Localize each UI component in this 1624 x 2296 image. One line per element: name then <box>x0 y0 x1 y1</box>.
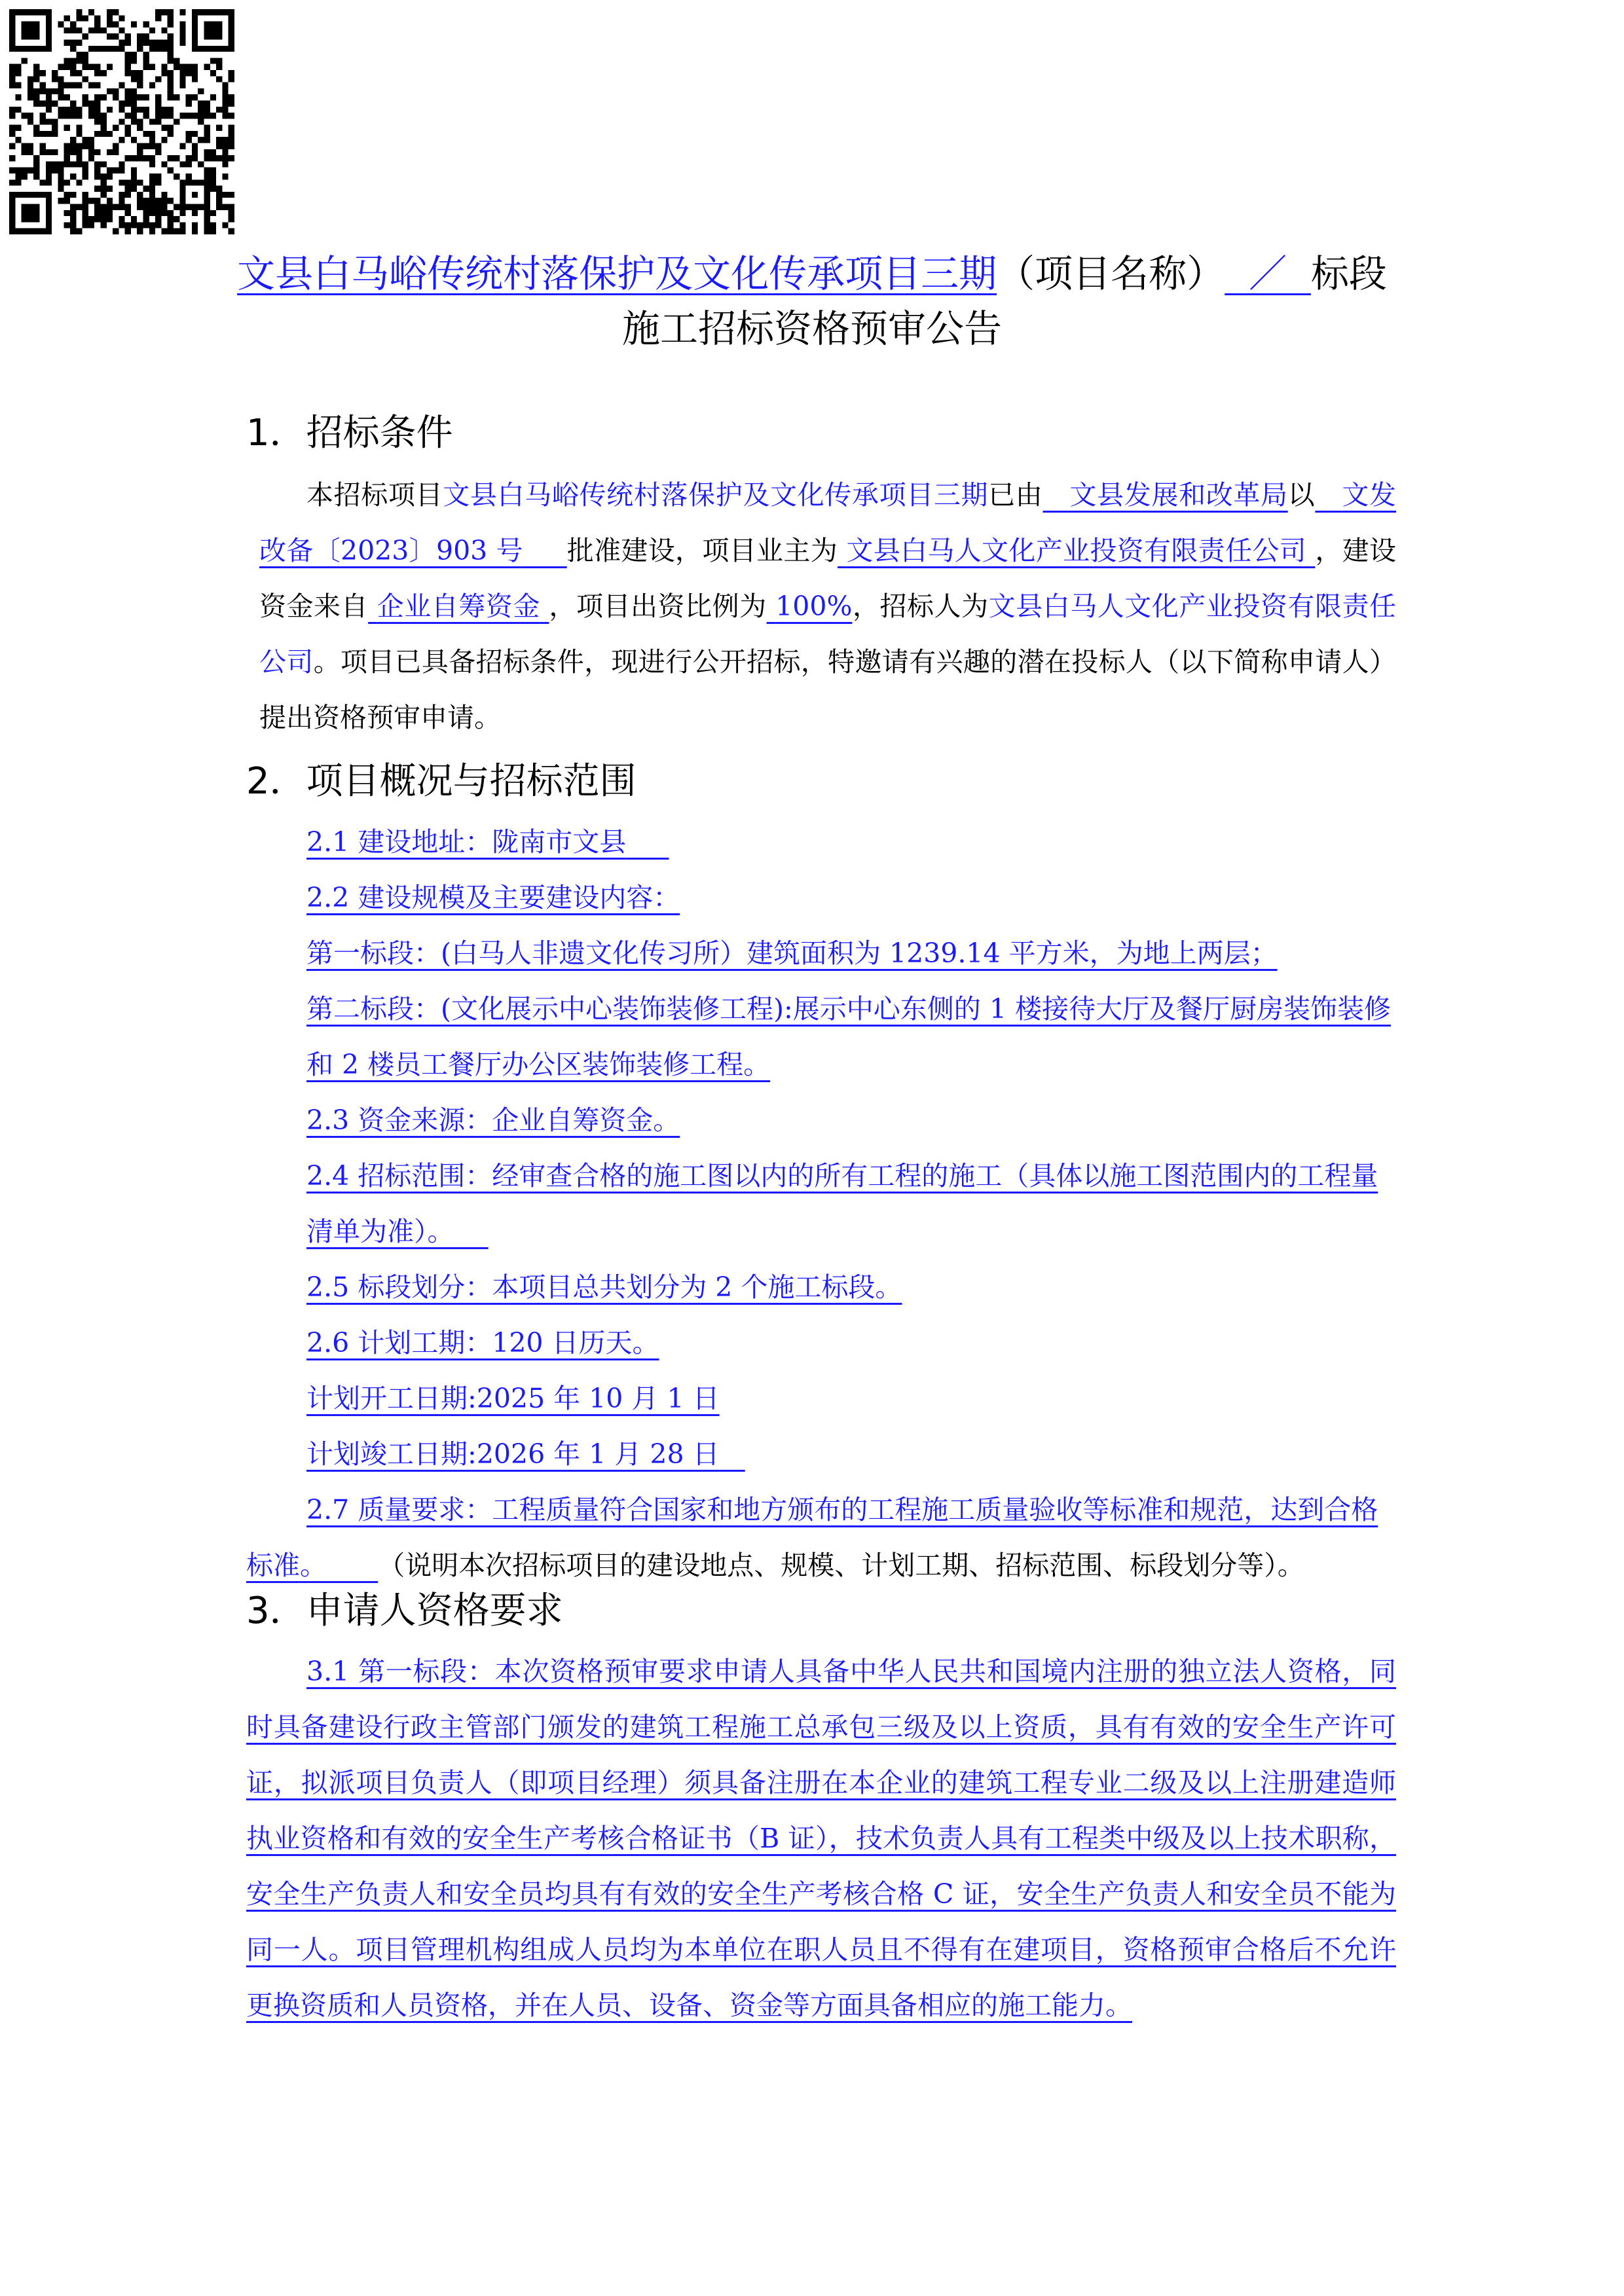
approver: 文县发展和改革局 <box>1069 479 1288 511</box>
start-date: 计划开工日期:2025 年 10 月 1 日 <box>306 1383 720 1414</box>
section1-paragraph: 本招标项目文县白马峪传统村落保护及文化传承项目三期已由 文县发展和改革局以 文发改备〔2023〕903 号 批准建设，项目业主为 文县白马人文化产业投资有限责任公司 ，建设资金来自 企业自筹资金 ，项目出资比例为 100%，招标人为文县白马人文化产业投资有限责任公司。项目已具备招标条件，现进行公开招标，特邀请有兴趣的潜在投标人（以下简称申请人）提出资格预审申请。 <box>259 479 1397 733</box>
section-suffix: 标段 <box>1310 251 1387 296</box>
line-2-6: 2.6 计划工期：120 日历天。 <box>306 1327 659 1358</box>
line-2-4: 2.4 招标范围：经审查合格的施工图以内的所有工程的施工（具体以施工图范围内的工程量清单为准）。 <box>306 1160 1378 1247</box>
end-date: 计划竣工日期:2026 年 1 月 28 日 <box>306 1438 720 1470</box>
line-section-1: 第一标段：(白马人非遗文化传习所）建筑面积为 1239.14 平方米，为地上两层； <box>306 938 1278 969</box>
section2-note: （说明本次招标项目的建设地点、规模、计划工期、招标范围、标段划分等）。 <box>378 1550 1304 1581</box>
line-2-7: 2.7 质量要求：工程质量符合国家和地方颁布的工程施工质量验收等标准和规范，达到合格标准。 <box>246 1494 1378 1581</box>
qualification-3-1: 3.1 第一标段：本次资格预审要求申请人具备中华人民共和国境内注册的独立法人资格，同时具备建设行政主管部门颁发的建筑工程施工总承包三级及以上资质，具有有效的安全生产许可证，拟派项目负责人（即项目经理）须具备注册在本企业的建筑工程专业二级及以上注册建造师执业资格和有效的安全生产考核合格证书（B 证），技术负责人具有工程类中级及以上技术职称，安全生产负责人和安全员均具有有效的安全生产考核合格 C 证，安全生产负责人和安全员不能为同一人。项目管理机构组成人员均为本单位在职人员且不得有在建项目，资格预审合格后不允许更换资质和人员资格，并在人员、设备、资金等方面具备相应的施工能力。 <box>246 1656 1396 2021</box>
section3-body <box>246 1644 1396 2033</box>
qr-code-icon <box>9 9 234 234</box>
section-value: ／ <box>1249 251 1287 296</box>
tenderer: 文县白马人文化产业投资有限责任公司 <box>259 591 1396 678</box>
funding-ratio: 100% <box>775 591 853 622</box>
fund-source: 企业自筹资金 <box>377 591 540 622</box>
owner: 文县白马人文化产业投资有限责任公司 <box>846 535 1306 566</box>
line-section-2: 第二标段：(文化展示中心装饰装修工程):展示中心东侧的 1 楼接待大厅及餐厅厨房装饰装修和 2 楼员工餐厅办公区装饰装修工程。 <box>306 993 1391 1080</box>
line-2-1: 2.1 建设地址：陇南市文县 <box>306 826 627 858</box>
document-subtitle: 施工招标资格预审公告 <box>621 306 1002 351</box>
project-name-inline: 文县白马峪传统村落保护及文化传承项目三期 <box>443 479 989 511</box>
section2-heading: 2．项目概况与招标范围 <box>246 760 637 803</box>
project-name-note: （项目名称） <box>997 251 1225 296</box>
project-name: 文县白马峪传统村落保护及文化传承项目三期 <box>237 251 997 296</box>
doc-number: 文发改备〔2023〕903 号 <box>259 479 1397 566</box>
section1-heading: 1．招标条件 <box>246 412 453 454</box>
section3-heading: 3．申请人资格要求 <box>246 1590 563 1632</box>
line-2-5: 2.5 标段划分：本项目总共划分为 2 个施工标段。 <box>306 1271 902 1303</box>
line-2-3: 2.3 资金来源：企业自筹资金。 <box>306 1104 680 1136</box>
section2-body <box>246 814 1396 1594</box>
line-2-2: 2.2 建设规模及主要建设内容： <box>306 882 680 913</box>
